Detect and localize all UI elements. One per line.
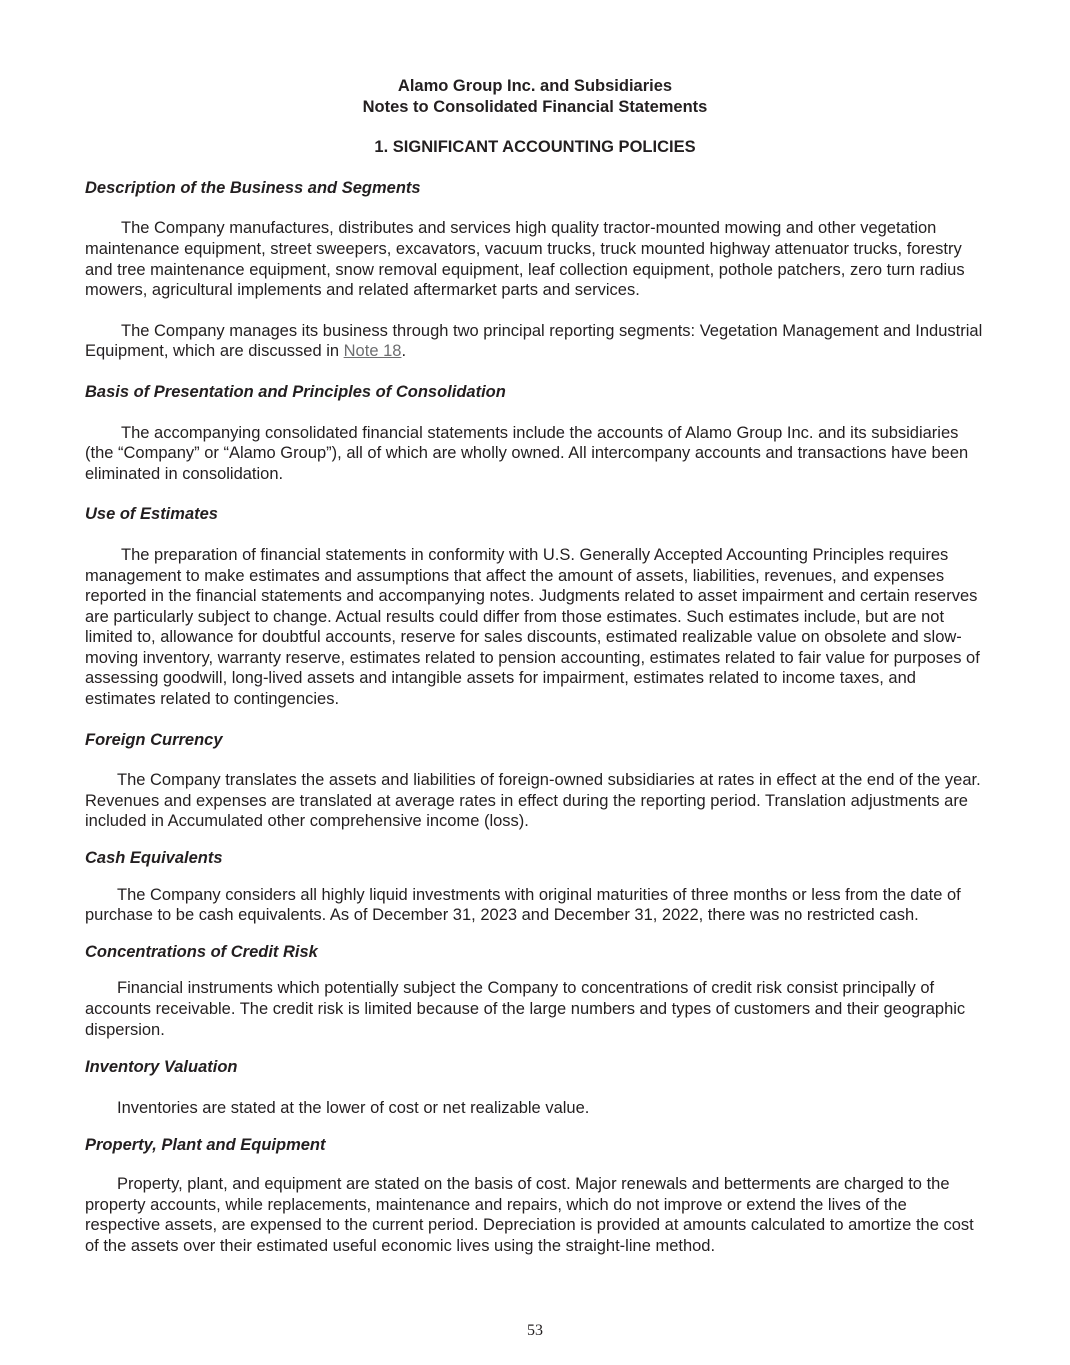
document-content xyxy=(85,76,985,1256)
note-18-link[interactable]: Note 18 xyxy=(343,342,402,361)
segments-text-end: . xyxy=(401,342,407,361)
section-title: 1. SIGNIFICANT ACCOUNTING POLICIES xyxy=(374,138,696,157)
heading-foreign-currency: Foreign Currency xyxy=(85,730,223,749)
heading-property-plant-equipment: Property, Plant and Equipment xyxy=(85,1136,326,1155)
heading-credit-risk: Concentrations of Credit Risk xyxy=(85,942,318,961)
paragraph-cash-equivalents: The Company considers all highly liquid investments with original maturities of three months or less from the date of purchase to be cash equivalents. As of December 31, 2023 and December 31, 2022, there was no restricted cash. xyxy=(85,885,961,925)
paragraph-foreign-currency: The Company translates the assets and liabilities of foreign-owned subsidiaries at rates in effect at the end of the year. Revenues and expenses are translated at average rates in effect during the reporting period. Translation adjustments are included in Accumulated other comprehensive income (loss). xyxy=(85,771,981,831)
paragraph-inventory-valuation: Inventories are stated at the lower of cost or net realizable value. xyxy=(117,1098,590,1117)
paragraph-basis-presentation: The accompanying consolidated financial statements include the accounts of Alamo Group Inc. and its subsidiaries (the “Company” or “Alamo Group”), all of which are wholly owned. All intercompany accounts and transactions have been eliminated in consolidation. xyxy=(85,423,969,483)
paragraph-use-of-estimates: The preparation of financial statements in conformity with U.S. Generally Accepted Accounting Principles requires management to make estimates and assumptions that affect the amount of assets, liabilities, revenues, and expenses reported in the financial statements and accompanying notes. Judgments related to asset impairment and certain reserves are particularly subject to change. Actual results could differ from those estimates. Such estimates include, but are not limited to, allowance for doubtful accounts, reserve for sales discounts, estimated realizable value on obsolete and slow-moving inventory, warranty reserve, estimates related to pension accounting, estimates related to fair value for purposes of assessing goodwill, long-lived assets and intangible assets for impairment, estimates related to income taxes, and estimates related to contingencies. xyxy=(85,545,980,709)
page-number: 53 xyxy=(527,1322,543,1339)
document-subtitle: Notes to Consolidated Financial Statements xyxy=(362,97,708,116)
segments-text: The Company manages its business through two principal reporting segments: Vegetation Management and Industrial Equipment, which are discussed in xyxy=(85,321,983,361)
heading-basis-presentation: Basis of Presentation and Principles of Consolidation xyxy=(85,382,506,401)
paragraph-business-description: The Company manufactures, distributes and services high quality tractor-mounted mowing and other vegetation maintenance equipment, street sweepers, excavators, vacuum trucks, truck mounted highway attenuator trucks, forestry and tree maintenance equipment, snow removal equipment, leaf collection equipment, pothole patchers, zero turn radius mowers, agricultural implements and related aftermarket parts and services. xyxy=(85,219,965,300)
heading-use-of-estimates: Use of Estimates xyxy=(85,505,218,524)
heading-business-segments: Description of the Business and Segments xyxy=(85,178,421,197)
heading-inventory-valuation: Inventory Valuation xyxy=(85,1058,238,1077)
paragraph-credit-risk: Financial instruments which potentially subject the Company to concentrations of credit risk consist principally of accounts receivable. The credit risk is limited because of the large numbers and types of customers and their geographic dispersion. xyxy=(85,979,966,1039)
paragraph-business-segments xyxy=(85,321,985,362)
heading-cash-equivalents: Cash Equivalents xyxy=(85,849,223,868)
company-title: Alamo Group Inc. and Subsidiaries xyxy=(397,77,673,95)
paragraph-property-plant-equipment: Property, plant, and equipment are stated on the basis of cost. Major renewals and betterments are charged to the property accounts, while replacements, maintenance and repairs, which do not improve or extend the lives of the respective assets, are expensed to the current period. Depreciation is provided at amounts calculated to amortize the cost of the assets over their estimated useful economic lives using the straight-line method. xyxy=(85,1174,974,1255)
